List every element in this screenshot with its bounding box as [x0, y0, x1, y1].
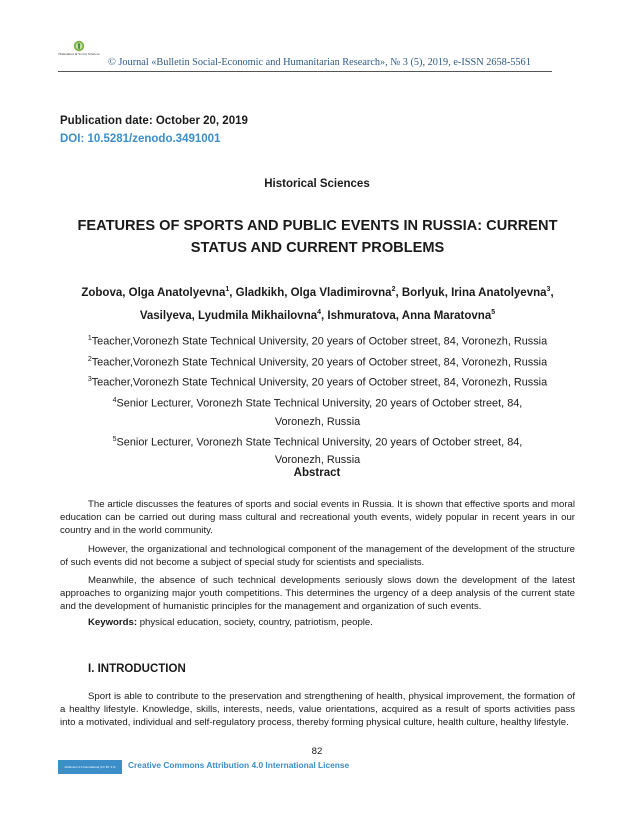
paper-title: FEATURES OF SPORTS AND PUBLIC EVENTS IN RUSSIA: CURRENT STATUS AND CURRENT PROBLEMS [77, 218, 558, 256]
cc-license-badge[interactable]: Attribution 4.0 International (CC BY 4.0) [58, 760, 122, 774]
author-list [55, 280, 580, 326]
license-link[interactable]: Creative Commons Attribution 4.0 International License [128, 760, 350, 770]
author: Gladkikh, Olga Vladimirovna$^2$, [235, 286, 402, 299]
keywords-label: Keywords: [88, 617, 138, 628]
header-divider [58, 71, 552, 72]
journal-logo-icon [73, 40, 85, 52]
affiliation: $^2$Teacher,Voronezh State Technical University, 20 years of October street, 84, Voronezh, Russia [87, 355, 548, 369]
affiliation: $^4$Senior Lecturer, Voronezh State Technical University, 20 years of October street, 84, Voronezh, Russia [112, 396, 523, 428]
author: Vasilyeva, Lyudmila Mikhailovna$^4$, [139, 308, 328, 322]
journal-logo-text: Humanities & Social Sciences [58, 52, 100, 56]
abstract-heading: Abstract [293, 467, 341, 479]
publication-date: Publication date: October 20, 2019 [60, 115, 248, 127]
introduction-paragraph: Sport is able to contribute to the preservation and strengthening of health, physical improvement, the formation of a healthy lifestyle. Knowledge, skills, interests, needs, value orientations, acquired as a result of sports activities pass into a motivated, individual and self-regulatory process, thereby forming physical culture, health culture, healthy lifestyle. [60, 691, 575, 729]
author: Ishmuratova, Anna Maratovna$^5$ [327, 308, 496, 322]
page-number: 82 [311, 746, 323, 757]
abstract-paragraph: However, the organizational and technological component of the management of the development of the structure of such events did not become a subject of special study for scientists and specialists. [60, 544, 575, 569]
abstract-paragraph: Meanwhile, the absence of such technical developments seriously slows down the development of the latest approaches to organizing major youth competitions. This determines the urgency of a deep analysis of the current state and the development of humanistic principles for the management and organization of such events. [60, 575, 575, 613]
affiliation: $^1$Teacher,Voronezh State Technical University, 20 years of October street, 84, Voronezh, Russia [87, 335, 548, 348]
keywords [88, 617, 373, 628]
author: Borlyuk, Irina Anatolyevna$^3$, [401, 286, 554, 299]
affiliation: $^3$Teacher,Voronezh State Technical University, 20 years of October street, 84, Voronezh, Russia [87, 376, 548, 389]
author: Zobova, Olga Anatolyevna$^1$, [81, 286, 236, 299]
doi-link[interactable]: DOI: 10.5281/zenodo.3491001 [60, 133, 221, 145]
journal-logo [56, 40, 102, 66]
introduction-heading: I. INTRODUCTION [88, 663, 186, 675]
keywords-text: physical education, society, country, patriotism, people. [137, 617, 373, 628]
journal-header-line: © Journal «Bulletin Social-Economic and Humanitarian Research», № 3 (5), 2019, e-ISSN 2658-5561 [108, 57, 531, 68]
abstract-paragraph: The article discusses the features of sports and social events in Russia. It is shown that effective sports and moral education can be carried out during mass cultural and recreational youth events, widely popular in recent years in our country and in the world community. [60, 499, 575, 537]
affiliation: $^5$Senior Lecturer, Voronezh State Technical University, 20 years of October street, 84, Voronezh, Russia [112, 435, 523, 467]
section-heading: Historical Sciences [264, 178, 370, 190]
affiliation-list [60, 330, 575, 469]
